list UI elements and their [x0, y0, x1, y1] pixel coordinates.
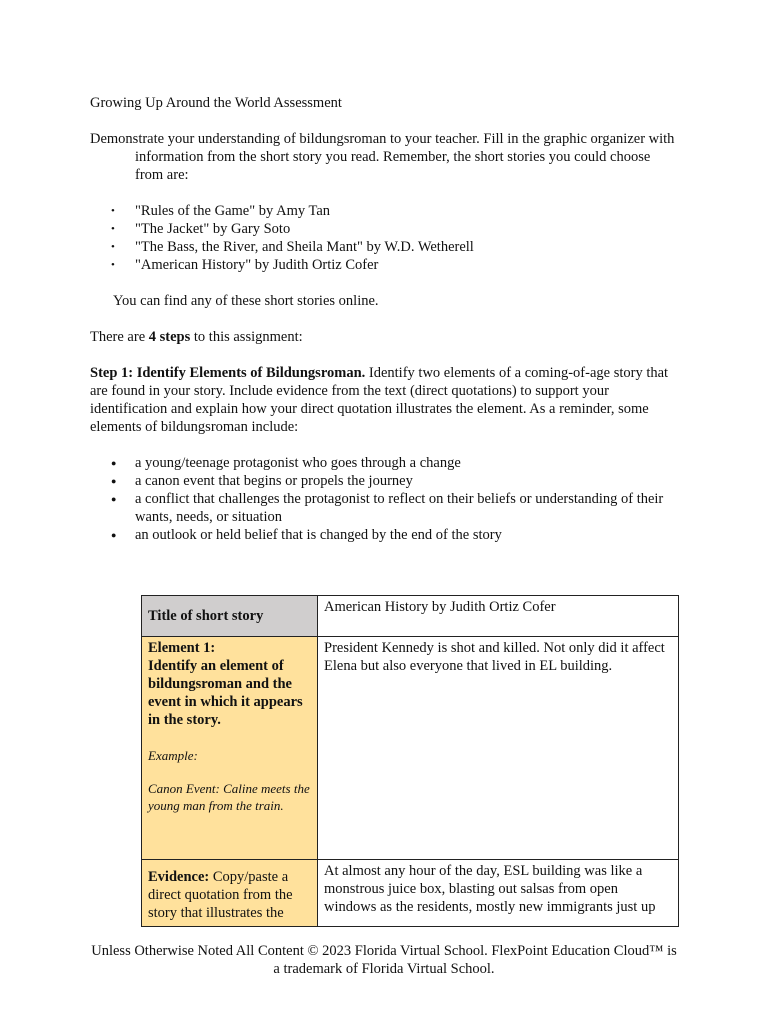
steps-count: 4 steps	[148, 329, 191, 345]
step1-text: Identify two elements of a coming-of-age story that are found in your story. Include evidence from the text (direct quotations) to support your identification and explain how your direct quotation illustrates the element. As a reminder, some elements of bildungsroman include:	[90, 365, 669, 435]
step1-paragraph	[90, 364, 680, 436]
story-list	[90, 202, 680, 274]
list-item: ● a conflict that challenges the protagonist to reflect on their beliefs or understanding of their wants, needs, or situation	[135, 490, 680, 526]
title-label-cell	[142, 596, 318, 637]
list-item: ● a canon event that begins or propels the journey	[135, 472, 680, 490]
element1-label: Element 1:	[148, 640, 216, 656]
intro-paragraph: Demonstrate your understanding of bildungsroman to your teacher. Fill in the graphic organizer with information from the short story you read. Remember, the short stories you could choose from are:	[90, 131, 675, 183]
table-row	[142, 596, 679, 637]
title-label: Title of short story	[148, 608, 264, 624]
steps-after: to this assignment:	[190, 329, 303, 345]
evidence-label: Evidence:	[148, 869, 210, 885]
evidence-value-cell[interactable]	[318, 860, 679, 927]
find-note: You can find any of these short stories online.	[113, 293, 379, 309]
graphic-organizer-table	[141, 595, 679, 927]
title-value-cell[interactable]: American History by Judith Ortiz Cofer	[318, 596, 679, 637]
element1-label-cell	[142, 637, 318, 860]
evidence-instruction: Copy/paste a direct quotation from the story that illustrates the	[148, 869, 293, 921]
example-label: Example:	[148, 748, 198, 763]
list-item: • "Rules of the Game" by Amy Tan	[135, 202, 680, 220]
steps-line	[90, 328, 680, 346]
table-row	[142, 860, 679, 927]
element1-instruction: Identify an element of bildungsroman and the event in which it appears in the story.	[148, 658, 303, 728]
evidence-value: At almost any hour of the day, ESL building was like a monstrous juice box, blasting out salsas from open windows as the residents, mostly new immigrants just up	[324, 863, 656, 915]
step1-heading: Step 1: Identify Elements of Bildungsroman.	[90, 365, 366, 381]
list-item: • "The Bass, the River, and Sheila Mant" by W.D. Wetherell	[135, 238, 680, 256]
page-title: Growing Up Around the World Assessment	[90, 95, 342, 111]
evidence-label-cell	[142, 860, 318, 927]
document-body	[90, 94, 680, 544]
list-item: • "American History" by Judith Ortiz Cofer	[135, 256, 680, 274]
footer: Unless Otherwise Noted All Content © 2023 Florida Virtual School. FlexPoint Education Cloud™ is a trademark of Florida Virtual School.	[91, 943, 677, 977]
element1-value-cell[interactable]: President Kennedy is shot and killed. Not only did it affect Elena but also everyone that lived in EL building.	[318, 637, 679, 860]
list-item: • "The Jacket" by Gary Soto	[135, 220, 680, 238]
steps-before: There are	[90, 329, 149, 345]
list-item: ● a young/teenage protagonist who goes through a change	[135, 454, 680, 472]
list-item: ● an outlook or held belief that is changed by the end of the story	[135, 526, 680, 544]
table-row	[142, 637, 679, 860]
example-text: Canon Event: Caline meets the young man from the train.	[148, 781, 310, 813]
elements-list	[90, 454, 680, 544]
